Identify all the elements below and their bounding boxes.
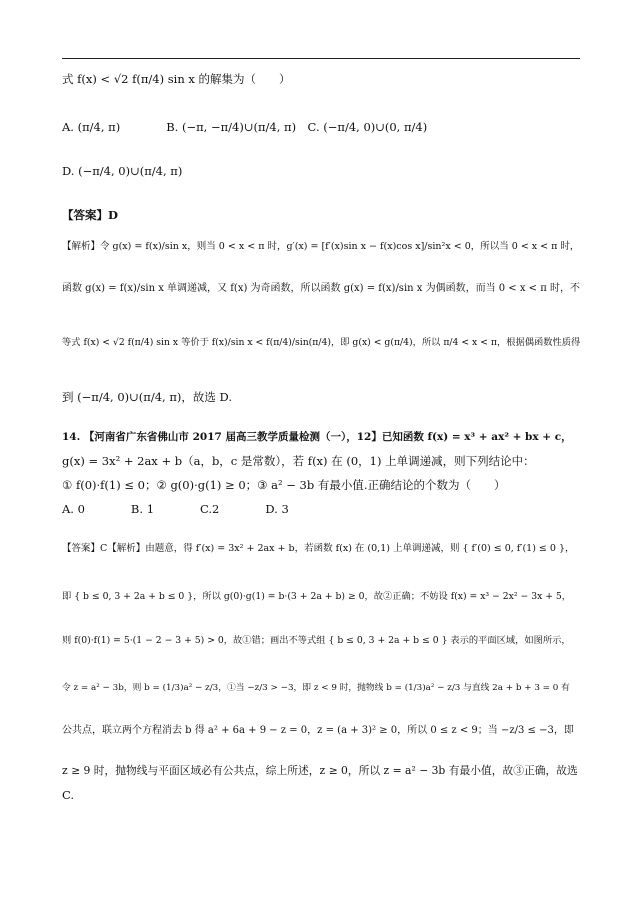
answer-13: 【答案】D (62, 208, 118, 222)
question-14-title: 14. 【河南省广东省佛山市 2017 届高三教学质量检测（一），12】已知函数 f(x) = x³ + ax² + bx + c， (62, 431, 572, 443)
question-14-line-3: ① f(0)·f(1) ≤ 0；② g(0)·g(1) ≥ 0；③ a² − 3b 有最小值.正确结论的个数为（ ） (62, 478, 506, 492)
analysis-line-1: 【解析】令 g(x) = f(x)/sin x，则当 0 < x < π 时，g′(x) = [f′(x)sin x − f(x)cos x]/sin²x < 0，所以当 0 < x < π 时， (62, 241, 580, 252)
answer-14-line-1: 【答案】C【解析】由题意，得 f′(x) = 3x² + 2ax + b，若函数 f(x) 在 (0,1) 上单调递减，则 { f′(0) ≤ 0, f′(1) ≤ 0 }， (62, 543, 575, 554)
option-d: D. (−π/4, 0)∪(π/4, π) (62, 164, 183, 178)
options-abc: A. (π/4, π) B. (−π, −π/4)∪(π/4, π) C. (−π/4, 0)∪(0, π/4) (62, 120, 428, 134)
analysis-line-4: 到 (−π/4, 0)∪(π/4, π)，故选 D. (62, 390, 232, 404)
analysis-line-3: 等式 f(x) < √2 f(π/4) sin x 等价于 f(x)/sin x < f(π/4)/sin(π/4)，即 g(x) < g(π/4)，所以 π/4 < x < π，根据偶函数性质得 (62, 337, 581, 348)
question-14-line-2: g(x) = 3x² + 2ax + b（a，b，c 是常数），若 f(x) 在 (0，1) 上单调递减，则下列结论中： (62, 454, 535, 468)
answer-14-line-3: 则 f(0)·f(1) = 5·(1 − 2 − 3 + 5) > 0，故①错；画出不等式组 { b ≤ 0, 3 + 2a + b ≤ 0 } 表示的平面区域，如图所示， (62, 635, 571, 646)
answer-14-line-7: C. (62, 788, 75, 802)
question-14-options: A. 0 B. 1 C.2 D. 3 (62, 502, 289, 516)
answer-14-line-6: z ≥ 9 时，抛物线与平面区域必有公共点，综上所述，z ≥ 0，所以 z = a² − 3b 有最小值，故③正确，故选 (62, 764, 578, 777)
answer-14-line-5: 公共点，联立两个方程消去 b 得 a² + 6a + 9 − z = 0，z = (a + 3)² ≥ 0，所以 0 ≤ z < 9；当 −z/3 ≤ −3，即 (62, 725, 574, 736)
question-stem: 式 f(x) < √2 f(π/4) sin x 的解集为（ ） (62, 72, 291, 86)
header-rule (62, 58, 580, 59)
answer-14-line-4: 令 z = a² − 3b，则 b = (1/3)a² − z/3，①当 −z/3 > −3，即 z < 9 时，抛物线 b = (1/3)a² − z/3 与直线 2a + b + 3 = 0 有 (62, 683, 570, 693)
analysis-line-2: 函数 g(x) = f(x)/sin x 单调递减，又 f(x) 为奇函数，所以函数 g(x) = f(x)/sin x 为偶函数，而当 0 < x < π 时，不 (62, 283, 580, 294)
answer-14-line-2: 即 { b ≤ 0, 3 + 2a + b ≤ 0 }，所以 g(0)·g(1) = b·(3 + 2a + b) ≥ 0，故②正确；不妨设 f(x) = x³ − 2x² − 3x + 5， (62, 591, 572, 602)
